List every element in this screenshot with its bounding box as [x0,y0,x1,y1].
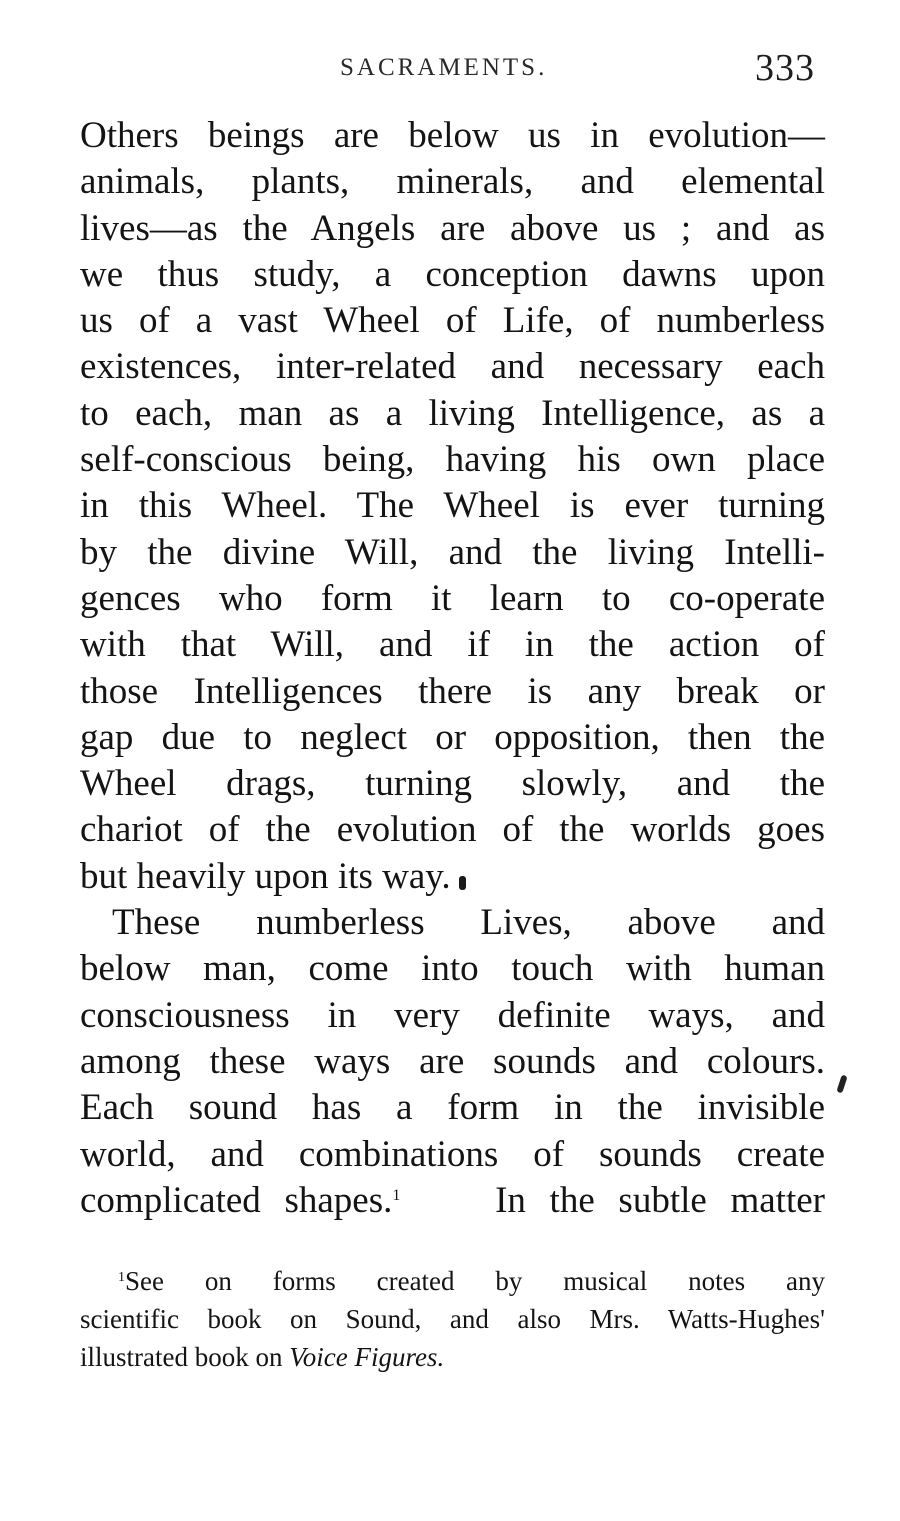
footnote-text: illustrated book on [80,1342,290,1372]
running-title: SACRAMENTS. [340,54,548,81]
text-segment: complicated shapes. [80,1179,393,1221]
ink-speck [836,1075,847,1094]
running-head [0,48,900,88]
text-line: in this Wheel. The Wheel is ever turning [80,485,825,527]
body-text [80,113,825,1224]
footnote-reference: 1 [392,1186,401,1204]
footnote-line: scientific book on Sound, and also Mrs. Watts-Hughes' [80,1304,825,1334]
text-line: gap due to neglect or opposition, then the [80,716,825,758]
text-line: world, and combinations of sounds create [80,1133,825,1175]
text-segment: In the subtle matter [495,1179,825,1221]
text-line: Wheel drags, turning slowly, and the [80,763,825,805]
text-line: gences who form it learn to co-operate [80,577,825,619]
text-line: self-conscious being, having his own place [80,439,825,481]
text-line: existences, inter-related and necessary each [80,346,825,388]
text-line: by the divine Will, and the living Intelli- [80,531,825,573]
footnote-marker: 1 [118,1270,125,1285]
text-line: us of a vast Wheel of Life, of numberless [80,300,825,342]
paragraph-end-text: but heavily upon its way. [80,855,451,897]
text-line: those Intelligences there is any break or [80,670,825,712]
ink-speck [459,876,466,890]
text-line: we thus study, a conception dawns upon [80,253,825,295]
page-number: 333 [755,47,815,89]
footnote-line [80,1262,825,1300]
footnote-text: See on forms created by musical notes any [125,1266,825,1296]
text-line: to each, man as a living Intelligence, as a [80,392,825,434]
text-line: consciousness in very definite ways, and [80,994,825,1036]
text-line-with-footnote-ref [80,1178,825,1224]
text-line: with that Will, and if in the action of [80,624,825,666]
text-line: Others beings are below us in evolution— [80,115,825,156]
footnote-line [80,1338,825,1376]
paragraph-end-line [80,854,825,900]
book-title: Voice Figures. [289,1342,445,1372]
footnote-block [80,1262,825,1376]
text-line: below man, come into touch with human [80,948,825,990]
text-line: animals, plants, minerals, and elemental [80,161,825,203]
text-line: lives—as the Angels are above us ; and as [80,207,825,249]
paragraph-start-line: These numberless Lives, above and [112,902,825,944]
text-line: chariot of the evolution of the worlds goes [80,809,825,851]
text-line: Each sound has a form in the invisible [80,1087,825,1129]
text-line: among these ways are sounds and colours. [80,1040,825,1082]
